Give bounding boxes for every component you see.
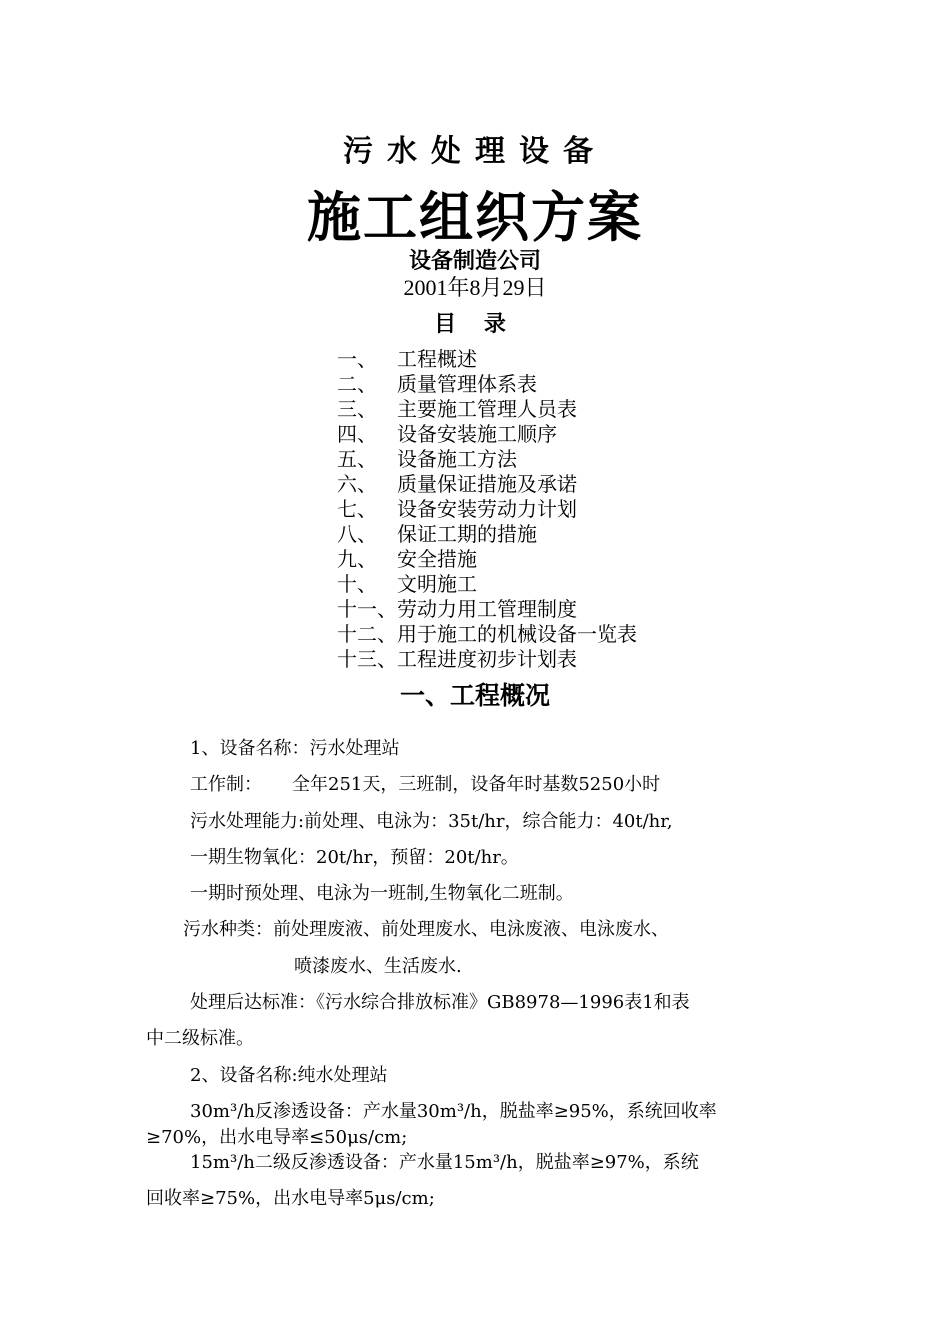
paragraph-equipment-name: 1、设备名称：污水处理站 bbox=[190, 738, 400, 759]
paragraph-standard: 处理后达标准：《污水综合排放标准》GB8978—1996表1和表 bbox=[190, 992, 690, 1013]
toc-item-label: 设备安装施工顺序 bbox=[397, 422, 557, 446]
toc-item-number: 一、 bbox=[337, 347, 377, 371]
paragraph-ro-30: 30m³/h反渗透设备：产水量30m³/h，脱盐率≥95%，系统回收率 bbox=[190, 1101, 717, 1122]
toc-item-number: 十二、 bbox=[337, 622, 397, 646]
toc-item-number: 五、 bbox=[337, 447, 377, 471]
toc-item-label: 文明施工 bbox=[397, 572, 477, 596]
toc-item-number: 九、 bbox=[337, 547, 377, 571]
toc-item-label: 工程进度初步计划表 bbox=[397, 647, 577, 671]
company-name: 设备制造公司 bbox=[408, 249, 541, 274]
toc-item-label: 设备安装劳动力计划 bbox=[397, 497, 577, 521]
toc-item-number: 七、 bbox=[337, 497, 377, 521]
paragraph-ro-15: 15m³/h二级反渗透设备：产水量15m³/h，脱盐率≥97%，系统 bbox=[190, 1152, 699, 1173]
paragraph-ro-30-cont: ≥70%，出水电导率≤50μs/cm; bbox=[146, 1127, 408, 1148]
toc-item-label: 设备施工方法 bbox=[397, 447, 517, 471]
document-title: 施工组织方案 bbox=[307, 186, 643, 249]
toc-item bbox=[337, 347, 637, 372]
toc-item bbox=[337, 572, 637, 597]
toc-item-number: 三、 bbox=[337, 397, 377, 421]
document-date: 2001年8月29日 bbox=[403, 275, 547, 300]
toc-item-label: 质量管理体系表 bbox=[397, 372, 537, 396]
toc-item-number: 十三、 bbox=[337, 647, 397, 671]
toc-item bbox=[337, 372, 637, 397]
toc-item-number: 二、 bbox=[337, 372, 377, 396]
toc-item-label: 安全措施 bbox=[397, 547, 477, 571]
toc-item-label: 主要施工管理人员表 bbox=[397, 397, 577, 421]
toc-item-number: 四、 bbox=[337, 422, 377, 446]
document-subtitle: 污水处理设备 bbox=[343, 134, 607, 169]
table-of-contents bbox=[337, 347, 637, 672]
paragraph-standard-cont: 中二级标准。 bbox=[146, 1028, 254, 1049]
toc-item-number: 十一、 bbox=[337, 597, 397, 621]
paragraph-pure-water: 2、设备名称:纯水处理站 bbox=[190, 1065, 388, 1086]
toc-item-number: 六、 bbox=[337, 472, 377, 496]
toc-item bbox=[337, 622, 637, 647]
toc-item-label: 工程概述 bbox=[397, 347, 477, 371]
paragraph-bio-oxidation: 一期生物氧化：20t/hr，预留：20t/hr。 bbox=[190, 847, 519, 868]
work-schedule-value: 全年251天，三班制，设备年时基数5250小时 bbox=[292, 774, 661, 795]
toc-item-label: 用于施工的机械设备一览表 bbox=[397, 622, 637, 646]
toc-item bbox=[337, 522, 637, 547]
toc-item-number: 十、 bbox=[337, 572, 377, 596]
paragraph-wastewater-types-cont: 喷漆废水、生活废水. bbox=[294, 956, 462, 977]
toc-item bbox=[337, 397, 637, 422]
section-heading: 一、工程概况 bbox=[399, 681, 550, 710]
paragraph-wastewater-types: 污水种类：前处理废液、前处理废水、电泳废液、电泳废水、 bbox=[183, 919, 669, 940]
toc-heading: 目 录 bbox=[434, 312, 516, 337]
paragraph-work-schedule bbox=[190, 772, 660, 798]
toc-item bbox=[337, 647, 637, 672]
paragraph-capacity: 污水处理能力:前处理、电泳为：35t/hr，综合能力：40t/hr, bbox=[190, 811, 673, 832]
toc-item bbox=[337, 472, 637, 497]
toc-item-label: 保证工期的措施 bbox=[397, 522, 537, 546]
toc-item-number: 八、 bbox=[337, 522, 377, 546]
work-schedule-label: 工作制： bbox=[190, 774, 262, 795]
toc-item bbox=[337, 547, 637, 572]
toc-item bbox=[337, 597, 637, 622]
toc-item-label: 质量保证措施及承诺 bbox=[397, 472, 577, 496]
toc-item-label: 劳动力用工管理制度 bbox=[397, 597, 577, 621]
paragraph-ro-15-cont: 回收率≥75%，出水电导率5μs/cm; bbox=[146, 1188, 435, 1209]
paragraph-shift-system: 一期时预处理、电泳为一班制,生物氧化二班制。 bbox=[190, 883, 574, 904]
toc-item bbox=[337, 447, 637, 472]
toc-item bbox=[337, 497, 637, 522]
toc-item bbox=[337, 422, 637, 447]
